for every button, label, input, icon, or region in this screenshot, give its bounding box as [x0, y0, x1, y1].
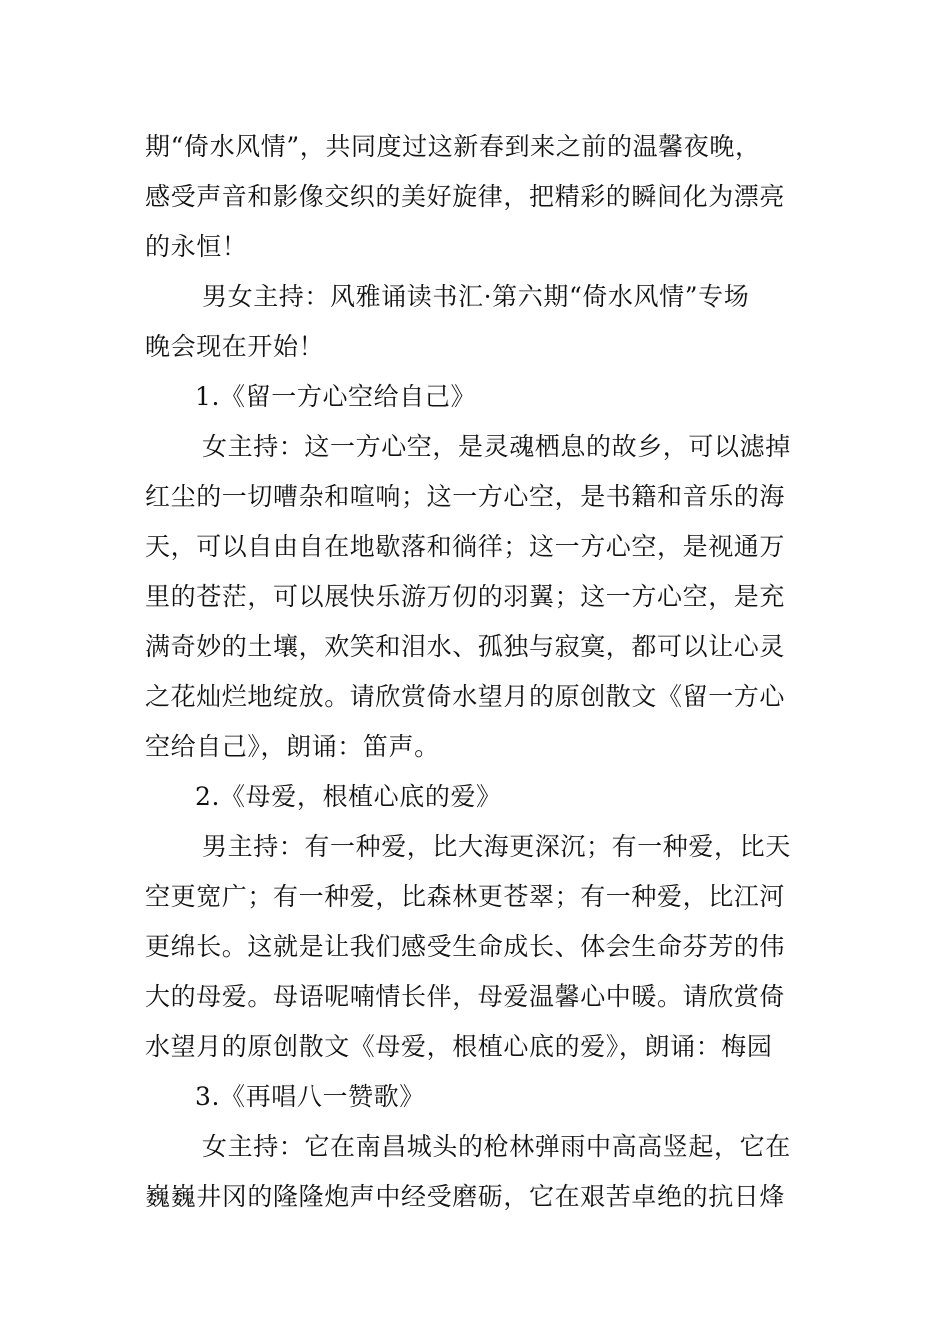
section-heading: 1.《留一方心空给自己》: [195, 382, 477, 411]
text-line: 里的苍茫，可以展快乐游万仞的羽翼；这一方心空，是充: [145, 582, 786, 611]
text-line: 的永恒！: [145, 232, 248, 261]
section-heading: 2.《母爱，根植心底的爱》: [195, 782, 502, 811]
text-line: 满奇妙的土壤，欢笑和泪水、孤独与寂寞，都可以让心灵: [145, 632, 786, 661]
text-line: 水望月的原创散文《母爱，根植心底的爱》，朗诵：梅园: [145, 1032, 773, 1061]
document-body: [145, 122, 807, 1222]
text-line: 空更宽广；有一种爱，比森林更苍翠；有一种爱，比江河: [145, 882, 786, 911]
paragraph-start-line: 男女主持：风雅诵读书汇·第六期“倚水风情”专场: [202, 282, 750, 311]
text-line: 天，可以自由自在地歇落和徜徉；这一方心空，是视通万: [145, 532, 786, 561]
text-line: 之花灿烂地绽放。请欣赏倚水望月的原创散文《留一方心: [145, 682, 786, 711]
text-line: 感受声音和影像交织的美好旋律，把精彩的瞬间化为漂亮: [145, 182, 786, 211]
text-line: 晚会现在开始！: [145, 332, 325, 361]
text-line: 巍巍井冈的隆隆炮声中经受磨砺，它在艰苦卓绝的抗日烽: [145, 1182, 786, 1211]
paragraph-start-line: 女主持：它在南昌城头的枪林弹雨中高高竖起，它在: [202, 1132, 791, 1161]
section-heading: 3.《再唱八一赞歌》: [195, 1082, 425, 1111]
paragraph-start-line: 男主持：有一种爱，比大海更深沉；有一种爱，比天: [202, 832, 791, 861]
text-line: 期“倚水风情”，共同度过这新春到来之前的温馨夜晚，: [145, 132, 761, 161]
text-line: 空给自己》，朗诵：笛声。: [145, 732, 440, 761]
paragraph-start-line: 女主持：这一方心空，是灵魂栖息的故乡，可以滤掉: [202, 432, 791, 461]
text-line: 红尘的一切嘈杂和喧响；这一方心空，是书籍和音乐的海: [145, 482, 786, 511]
text-line: 大的母爱。母语呢喃情长伴，母爱温馨心中暖。请欣赏倚: [145, 982, 786, 1011]
text-line: 更绵长。这就是让我们感受生命成长、体会生命芬芳的伟: [145, 932, 786, 961]
